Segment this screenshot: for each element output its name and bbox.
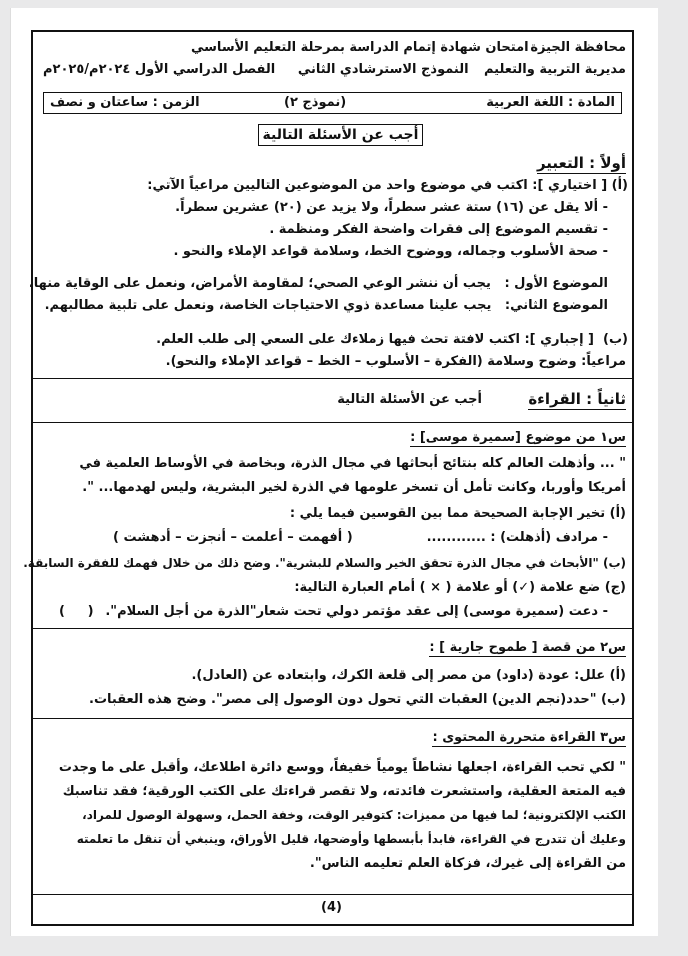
- divider-footer: [33, 894, 632, 895]
- q1-c-answer-blank: ( ): [59, 604, 94, 619]
- exam-frame: [23, 30, 634, 926]
- divider-3: [33, 628, 632, 629]
- part1-b-line2: مراعياً: وضوح وسلامة (الفكرة – الأسلوب – الخط – قواعد الإملاء والنحو).: [165, 354, 626, 369]
- divider-1: [33, 378, 632, 379]
- part2-answer-following: أجب عن الأسئلة التالية: [337, 392, 482, 407]
- part1-heading: أولاً : التعبير: [536, 154, 626, 172]
- subject-bar: [43, 92, 622, 114]
- model-term: النموذج الاسترشادي الثاني الفصل الدراسي الأول ٢٠٢٤م/٢٠٢٥م: [43, 62, 469, 77]
- part1-a-line1: (أ) [ اختياري ]: اكتب في موضوع واحد من الموضوعين التاليين مراعياً الآتي:: [147, 178, 628, 193]
- q3-passage-line3: الكتب الإلكترونية؛ لما فيها من مميزات: كتوفير الوقت، وخفة الحمل، وسهولة الوصول للمراد،: [82, 808, 626, 822]
- divider-2: [33, 422, 632, 423]
- model-number: (نموذج ٢): [284, 95, 347, 110]
- q1-passage-line1: " ... وأذهلت العالم كله بنتائج أبحاثها في مجال الذرة، وبخاصة في الأوساط العلمية في: [79, 456, 626, 471]
- q1-b: (ب) "الأبحاث في مجال الذرة تحقق الخير والسلام للبشرية". وضح ذلك من خلال فهمك للفقرة السابقة.: [23, 556, 626, 570]
- topic2: الموضوع الثاني: يجب علينا مساعدة ذوي الاحتياجات الخاصة، ونعمل على تلبية مطالبهم.: [44, 298, 608, 313]
- q3-passage-line4: وعليك أن تتدرج في القراءة، فابدأ بأبسطها وأوضحها، قليل الأوراق، وينبغي أن تنقل ما تعلمته: [76, 832, 626, 846]
- q1-title: س١ من موضوع [سميرة موسى] :: [410, 430, 626, 445]
- page-number: (4): [321, 900, 342, 915]
- q1-a-item: - مرادف (أذهلت) : ............: [426, 530, 608, 545]
- governorate: محافظة الجيزة: [530, 40, 626, 55]
- q1-a: (أ) تخير الإجابة الصحيحة مما بين القوسين فيما يلي :: [289, 506, 626, 521]
- q3-title: س٣ القراءة متحررة المحتوى :: [432, 730, 626, 745]
- q1-passage-line2: أمريكا وأوربا، وكانت تأمل أن تسخر علومها في الذرة لخير البشرية، وليس لهدمها... ".: [82, 480, 626, 495]
- q3-passage-line1: " لكي تحب القراءة، اجعلها نشاطاً يومياً خفيفاً، ووسع دائرة اطلاعك، وأقبل على ما وجدت: [58, 760, 626, 775]
- exam-sheet: [10, 8, 658, 936]
- subject: المادة : اللغة العربية: [486, 95, 615, 110]
- part1-b-line1: (ب) [ إجباري ]: اكتب لافتة تحث فيها زملاءك على السعي إلى طلب العلم.: [156, 332, 628, 347]
- q1-c: (ج) ضع علامة (✓) أو علامة ( × ) أمام العبارة التالية:: [294, 580, 626, 595]
- exam-time: الزمن : ساعتان و نصف: [50, 95, 200, 110]
- divider-4: [33, 718, 632, 719]
- directorate: مديرية التربية والتعليم: [483, 62, 626, 77]
- part1-a-line4: - صحة الأسلوب وجماله، ووضوح الخط، وسلامة قواعد الإملاء والنحو .: [173, 244, 608, 259]
- q1-c-item: - دعت (سميرة موسى) إلى عقد مؤتمر دولي تحت شعار"الذرة من أجل السلام".: [105, 604, 608, 619]
- q2-a: (أ) علل: عودة (داود) من مصر إلى قلعة الكرك، وابتعاده عن (العادل).: [191, 668, 626, 683]
- exam-title: امتحان شهادة إتمام الدراسة بمرحلة التعليم الأساسي: [191, 40, 529, 55]
- part2-heading: ثانياً : القراءة: [528, 390, 626, 408]
- q3-passage-line2: فيه المتعة العقلية، واستشعرت فائدته، ولا تقصر قراءتك على الكتب الورقية؛ فقد تناسبك: [62, 784, 626, 799]
- answer-following-title: أجب عن الأسئلة التالية: [258, 124, 423, 146]
- q3-passage-line5: من القراءة إلى غيرك، فزكاة العلم تعليمه الناس".: [309, 856, 626, 871]
- part1-a-line2: - ألا يقل عن (١٦) ستة عشر سطراً، ولا يزيد عن (٢٠) عشرين سطراً.: [175, 200, 608, 215]
- topic1: الموضوع الأول : يجب أن ننشر الوعي الصحي؛ لمقاومة الأمراض، ونعمل على الوقاية منها.: [28, 276, 608, 291]
- q2-b: (ب) "حدد(نجم الدين) العقبات التي تحول دون الوصول إلى مصر". وضح هذه العقبات.: [89, 692, 626, 707]
- part1-a-line3: - تقسيم الموضوع إلى فقرات واضحة الفكر ومنظمة .: [269, 222, 608, 237]
- q2-title: س٢ من قصة [ طموح جارية ] :: [429, 640, 626, 655]
- q1-a-options: ( أفهمت – أعلمت – أنجزت – أدهشت ): [113, 530, 353, 545]
